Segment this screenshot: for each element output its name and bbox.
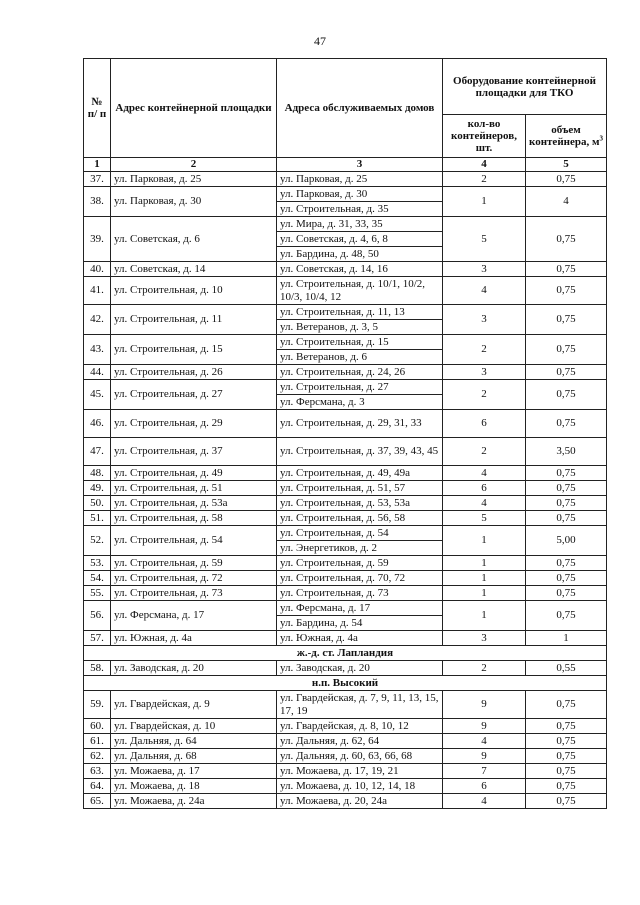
row-number: 58. — [84, 661, 111, 676]
house-address: ул. Строительная, д. 54 — [277, 526, 443, 541]
container-count: 4 — [443, 466, 526, 481]
column-number: 2 — [111, 158, 277, 172]
container-volume: 0,75 — [526, 410, 607, 438]
header-no: № п/ п — [84, 59, 111, 158]
row-number: 49. — [84, 481, 111, 496]
row-number: 47. — [84, 438, 111, 466]
container-count: 1 — [443, 556, 526, 571]
container-volume: 1 — [526, 631, 607, 646]
section-title: ж.-д. ст. Лапландия — [84, 646, 607, 661]
container-count: 1 — [443, 187, 526, 217]
house-address: ул. Строительная, д. 51, 57 — [277, 481, 443, 496]
container-count: 2 — [443, 172, 526, 187]
row-number: 63. — [84, 764, 111, 779]
house-address: ул. Строительная, д. 49, 49а — [277, 466, 443, 481]
house-address: ул. Южная, д. 4а — [277, 631, 443, 646]
table-row — [84, 466, 607, 481]
house-address: ул. Строительная, д. 27 — [277, 380, 443, 395]
table-row — [84, 601, 607, 616]
table-row — [84, 277, 607, 305]
table-row — [84, 631, 607, 646]
platform-address: ул. Гвардейская, д. 9 — [111, 691, 277, 719]
platform-address: ул. Строительная, д. 58 — [111, 511, 277, 526]
platform-address: ул. Парковая, д. 30 — [111, 187, 277, 217]
row-number: 52. — [84, 526, 111, 556]
container-volume: 0,75 — [526, 172, 607, 187]
row-number: 39. — [84, 217, 111, 262]
table-row — [84, 496, 607, 511]
platform-address: ул. Строительная, д. 37 — [111, 438, 277, 466]
container-count: 6 — [443, 779, 526, 794]
platform-address: ул. Можаева, д. 17 — [111, 764, 277, 779]
row-number: 48. — [84, 466, 111, 481]
row-number: 65. — [84, 794, 111, 809]
table-row — [84, 794, 607, 809]
container-volume: 0,75 — [526, 277, 607, 305]
container-count: 2 — [443, 438, 526, 466]
table-row — [84, 661, 607, 676]
row-number: 64. — [84, 779, 111, 794]
house-address: ул. Советская, д. 4, 6, 8 — [277, 232, 443, 247]
container-volume: 0,75 — [526, 466, 607, 481]
section-title: н.п. Высокий — [84, 676, 607, 691]
table-row — [84, 380, 607, 395]
house-address: ул. Можаева, д. 17, 19, 21 — [277, 764, 443, 779]
table-row — [84, 481, 607, 496]
table-row — [84, 438, 607, 466]
row-number: 50. — [84, 496, 111, 511]
platform-address: ул. Строительная, д. 15 — [111, 335, 277, 365]
container-count: 2 — [443, 380, 526, 410]
platform-address: ул. Строительная, д. 29 — [111, 410, 277, 438]
container-count: 1 — [443, 571, 526, 586]
container-volume: 0,75 — [526, 749, 607, 764]
house-address: ул. Строительная, д. 15 — [277, 335, 443, 350]
row-number: 45. — [84, 380, 111, 410]
container-count: 1 — [443, 601, 526, 631]
table-row — [84, 365, 607, 380]
house-address: ул. Ферсмана, д. 3 — [277, 395, 443, 410]
house-address: ул. Строительная, д. 29, 31, 33 — [277, 410, 443, 438]
row-number: 56. — [84, 601, 111, 631]
table-row — [84, 335, 607, 350]
row-number: 46. — [84, 410, 111, 438]
table-row — [84, 749, 607, 764]
house-address: ул. Советская, д. 14, 16 — [277, 262, 443, 277]
column-number: 3 — [277, 158, 443, 172]
table-row — [84, 172, 607, 187]
platform-address: ул. Строительная, д. 54 — [111, 526, 277, 556]
platform-address: ул. Парковая, д. 25 — [111, 172, 277, 187]
row-number: 42. — [84, 305, 111, 335]
table-row — [84, 526, 607, 541]
container-count: 9 — [443, 749, 526, 764]
section-row — [84, 646, 607, 661]
container-count: 1 — [443, 526, 526, 556]
platform-address: ул. Дальняя, д. 68 — [111, 749, 277, 764]
container-volume: 0,75 — [526, 779, 607, 794]
house-address: ул. Парковая, д. 30 — [277, 187, 443, 202]
platform-address: ул. Советская, д. 14 — [111, 262, 277, 277]
container-count: 6 — [443, 481, 526, 496]
platform-address: ул. Строительная, д. 53а — [111, 496, 277, 511]
container-volume: 0,75 — [526, 794, 607, 809]
container-count: 2 — [443, 335, 526, 365]
platform-address: ул. Строительная, д. 11 — [111, 305, 277, 335]
row-number: 37. — [84, 172, 111, 187]
column-number: 4 — [443, 158, 526, 172]
table-row — [84, 262, 607, 277]
platform-address: ул. Строительная, д. 10 — [111, 277, 277, 305]
container-volume: 0,75 — [526, 365, 607, 380]
house-address: ул. Можаева, д. 10, 12, 14, 18 — [277, 779, 443, 794]
platform-address: ул. Дальняя, д. 64 — [111, 734, 277, 749]
platform-address: ул. Строительная, д. 72 — [111, 571, 277, 586]
platform-address: ул. Советская, д. 6 — [111, 217, 277, 262]
container-volume: 0,75 — [526, 734, 607, 749]
header-count: кол-во контейнеров, шт. — [443, 115, 526, 158]
container-count: 3 — [443, 305, 526, 335]
container-volume: 0,55 — [526, 661, 607, 676]
container-volume: 0,75 — [526, 305, 607, 335]
container-volume: 0,75 — [526, 586, 607, 601]
house-address: ул. Дальняя, д. 60, 63, 66, 68 — [277, 749, 443, 764]
row-number: 51. — [84, 511, 111, 526]
container-count: 4 — [443, 277, 526, 305]
platform-address: ул. Южная, д. 4а — [111, 631, 277, 646]
container-count: 2 — [443, 661, 526, 676]
container-volume: 0,75 — [526, 217, 607, 262]
containers-table — [83, 58, 607, 809]
house-address: ул. Строительная, д. 35 — [277, 202, 443, 217]
table-row — [84, 691, 607, 719]
table-row — [84, 764, 607, 779]
container-volume: 5,00 — [526, 526, 607, 556]
column-number: 1 — [84, 158, 111, 172]
container-volume: 0,75 — [526, 496, 607, 511]
house-address: ул. Бардина, д. 48, 50 — [277, 247, 443, 262]
row-number: 38. — [84, 187, 111, 217]
page-number: 47 — [314, 34, 326, 48]
house-address: ул. Строительная, д. 24, 26 — [277, 365, 443, 380]
container-count: 9 — [443, 719, 526, 734]
row-number: 59. — [84, 691, 111, 719]
table-row — [84, 410, 607, 438]
container-volume: 0,75 — [526, 601, 607, 631]
platform-address: ул. Строительная, д. 51 — [111, 481, 277, 496]
house-address: ул. Строительная, д. 10/1, 10/2, 10/3, 10/4, 12 — [277, 277, 443, 305]
house-address: ул. Гвардейская, д. 8, 10, 12 — [277, 719, 443, 734]
table-row — [84, 571, 607, 586]
house-address: ул. Ферсмана, д. 17 — [277, 601, 443, 616]
house-address: ул. Бардина, д. 54 — [277, 616, 443, 631]
platform-address: ул. Можаева, д. 24а — [111, 794, 277, 809]
table-row — [84, 305, 607, 320]
row-number: 57. — [84, 631, 111, 646]
platform-address: ул. Строительная, д. 73 — [111, 586, 277, 601]
section-row — [84, 676, 607, 691]
platform-address: ул. Заводская, д. 20 — [111, 661, 277, 676]
row-number: 53. — [84, 556, 111, 571]
container-count: 3 — [443, 631, 526, 646]
container-count: 9 — [443, 691, 526, 719]
house-address: ул. Мира, д. 31, 33, 35 — [277, 217, 443, 232]
container-volume: 0,75 — [526, 262, 607, 277]
container-count: 1 — [443, 586, 526, 601]
container-volume: 0,75 — [526, 511, 607, 526]
house-address: ул. Строительная, д. 59 — [277, 556, 443, 571]
container-volume: 0,75 — [526, 571, 607, 586]
header-houses-address: Адреса обслуживаемых домов — [277, 59, 443, 158]
table-row — [84, 556, 607, 571]
house-address: ул. Строительная, д. 73 — [277, 586, 443, 601]
row-number: 60. — [84, 719, 111, 734]
container-count: 7 — [443, 764, 526, 779]
house-address: ул. Строительная, д. 37, 39, 43, 45 — [277, 438, 443, 466]
house-address: ул. Ветеранов, д. 3, 5 — [277, 320, 443, 335]
table-row — [84, 719, 607, 734]
column-number: 5 — [526, 158, 607, 172]
platform-address: ул. Строительная, д. 59 — [111, 556, 277, 571]
table-row — [84, 779, 607, 794]
platform-address: ул. Строительная, д. 26 — [111, 365, 277, 380]
row-number: 54. — [84, 571, 111, 586]
container-count: 5 — [443, 511, 526, 526]
house-address: ул. Дальняя, д. 62, 64 — [277, 734, 443, 749]
container-count: 5 — [443, 217, 526, 262]
house-address: ул. Можаева, д. 20, 24а — [277, 794, 443, 809]
platform-address: ул. Строительная, д. 27 — [111, 380, 277, 410]
container-volume: 4 — [526, 187, 607, 217]
row-number: 61. — [84, 734, 111, 749]
container-count: 4 — [443, 794, 526, 809]
container-volume: 0,75 — [526, 719, 607, 734]
container-count: 4 — [443, 734, 526, 749]
row-number: 44. — [84, 365, 111, 380]
platform-address: ул. Строительная, д. 49 — [111, 466, 277, 481]
row-number: 40. — [84, 262, 111, 277]
platform-address: ул. Можаева, д. 18 — [111, 779, 277, 794]
house-address: ул. Заводская, д. 20 — [277, 661, 443, 676]
house-address: ул. Энергетиков, д. 2 — [277, 541, 443, 556]
container-count: 4 — [443, 496, 526, 511]
table-row — [84, 586, 607, 601]
container-count: 6 — [443, 410, 526, 438]
container-volume: 0,75 — [526, 556, 607, 571]
house-address: ул. Ветеранов, д. 6 — [277, 350, 443, 365]
header-platform-address: Адрес контейнерной площадки — [111, 59, 277, 158]
container-count: 3 — [443, 365, 526, 380]
container-count: 3 — [443, 262, 526, 277]
platform-address: ул. Ферсмана, д. 17 — [111, 601, 277, 631]
platform-address: ул. Гвардейская, д. 10 — [111, 719, 277, 734]
house-address: ул. Строительная, д. 70, 72 — [277, 571, 443, 586]
house-address: ул. Строительная, д. 56, 58 — [277, 511, 443, 526]
header-equipment: Оборудование контейнерной площадки для ТКО — [443, 59, 607, 115]
table-row — [84, 511, 607, 526]
container-volume: 3,50 — [526, 438, 607, 466]
container-volume: 0,75 — [526, 335, 607, 365]
row-number: 55. — [84, 586, 111, 601]
row-number: 62. — [84, 749, 111, 764]
house-address: ул. Парковая, д. 25 — [277, 172, 443, 187]
house-address: ул. Строительная, д. 53, 53а — [277, 496, 443, 511]
table-row — [84, 217, 607, 232]
row-number: 41. — [84, 277, 111, 305]
container-volume: 0,75 — [526, 380, 607, 410]
container-volume: 0,75 — [526, 481, 607, 496]
row-number: 43. — [84, 335, 111, 365]
container-volume: 0,75 — [526, 764, 607, 779]
table-row — [84, 187, 607, 202]
column-numbers-row — [84, 158, 607, 172]
table-body — [84, 172, 607, 809]
house-address: ул. Гвардейская, д. 7, 9, 11, 13, 15, 17, 19 — [277, 691, 443, 719]
table-row — [84, 734, 607, 749]
house-address: ул. Строительная, д. 11, 13 — [277, 305, 443, 320]
header-volume: объем контейнера, $м^3$ — [526, 115, 607, 158]
container-volume: 0,75 — [526, 691, 607, 719]
